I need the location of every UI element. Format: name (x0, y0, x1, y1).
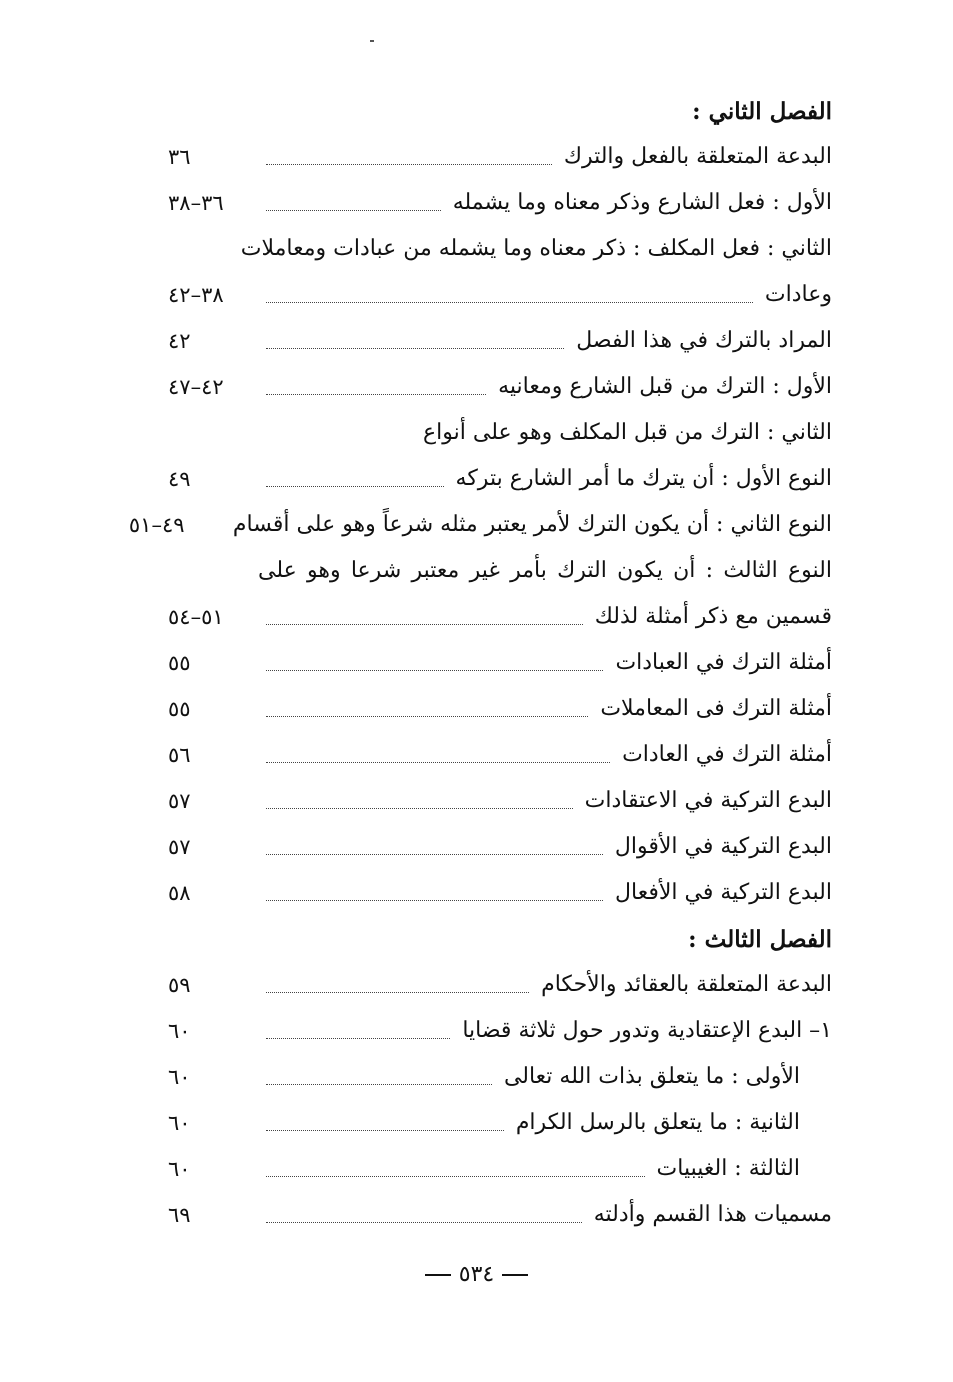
entry-page: ٥٨ (168, 880, 191, 905)
entry-page: ٥٥ (168, 696, 191, 721)
entry-title: البدع التركية في الأقوال (614, 834, 832, 859)
toc-entry[interactable] (168, 594, 832, 640)
entry-title: الثاني : الترك من قبل المكلف وهو على أنواع (423, 420, 832, 445)
entry-title: النوع الأول : أن يترك ما أمر الشارع بتركه (455, 466, 832, 491)
toc-entry[interactable] (168, 778, 832, 824)
toc-subheading[interactable] (168, 410, 832, 456)
entry-page: ٦٠ (168, 1156, 191, 1181)
entry-page: ٥١–٥٤ (168, 604, 224, 629)
entry-title: ١– البدع الإعتقادية وتدور حول ثلاثة قضايا (462, 1018, 832, 1043)
entry-page: ٤٢ (168, 328, 191, 353)
dot-leader (266, 210, 441, 211)
entry-page: ٥٥ (168, 650, 191, 675)
dot-leader (266, 808, 573, 809)
toc-entry[interactable] (168, 962, 832, 1008)
dot-leader (266, 854, 603, 855)
dot-leader (266, 1176, 645, 1177)
dot-leader (266, 762, 610, 763)
dot-leader (266, 716, 588, 717)
toc-entry[interactable] (168, 1100, 832, 1146)
entry-title: أمثلة الترك فى المعاملات (600, 696, 832, 721)
entry-title: أمثلة الترك في العادات (622, 742, 832, 767)
entry-page: ٣٨–٤٢ (168, 282, 224, 307)
entry-page: ٦٠ (168, 1064, 191, 1089)
scan-speck (370, 40, 374, 42)
entry-title: الثاني : فعل المكلف : ذكر معناه وما يشمله من عبادات ومعاملات (240, 236, 832, 261)
entry-page: ٥٧ (168, 788, 191, 813)
entry-title: مسميات هذا القسم وأدلته (593, 1202, 832, 1227)
entry-title: البدع التركية في الأفعال (615, 880, 832, 905)
toc-entry[interactable] (168, 640, 832, 686)
entry-page: ٦٠ (168, 1110, 191, 1135)
entry-title: البدعة المتعلقة بالفعل والترك (563, 144, 832, 169)
entry-title: النوع الثالث : أن يكون الترك بأمر غير معتبر شرعا وهو على (258, 558, 832, 583)
entry-page: ٣٦ (168, 144, 191, 169)
dot-leader (266, 348, 564, 349)
toc-entry-continued[interactable] (168, 548, 832, 594)
dot-leader (266, 1130, 504, 1131)
entry-title: الثالثة : الغيبيات (656, 1156, 800, 1181)
entry-title: الأول : فعل الشارع وذكر معناه وما يشمله (452, 190, 832, 215)
toc-entry[interactable] (168, 732, 832, 778)
dot-leader (266, 900, 603, 901)
entry-title: الأول : الترك من قبل الشارع ومعانيه (498, 374, 832, 399)
entry-page: ٤٩ (168, 466, 191, 491)
dot-leader (266, 302, 753, 303)
toc-entry[interactable] (168, 1146, 832, 1192)
page-number: ٥٣٤ (458, 1262, 495, 1287)
toc-entry[interactable] (168, 134, 832, 180)
entry-page: ٥٩ (168, 972, 191, 997)
table-of-contents (128, 88, 832, 1238)
dot-leader (266, 394, 486, 395)
toc-entry[interactable] (168, 456, 832, 502)
toc-entry[interactable] (168, 1054, 832, 1100)
footer-dash (425, 1274, 451, 1276)
toc-entry[interactable] (168, 824, 832, 870)
page-footer (0, 1262, 953, 1287)
entry-page: ٥٧ (168, 834, 191, 859)
entry-page: ٦٠ (168, 1018, 191, 1043)
footer-dash (502, 1274, 528, 1276)
dot-leader (266, 992, 529, 993)
toc-entry[interactable] (168, 870, 832, 916)
entry-title: النوع الثاني : أن يكون الترك لأمر يعتبر مثله شرعاً وهو على أقسام (232, 512, 832, 537)
entry-title: المراد بالترك في هذا الفصل (576, 328, 832, 353)
entry-page: ٦٩ (168, 1202, 191, 1227)
entry-page: ٤٢–٤٧ (168, 374, 224, 399)
entry-title: وعادات (764, 282, 832, 307)
toc-entry-continued[interactable] (168, 226, 832, 272)
dot-leader (266, 486, 444, 487)
entry-title: البدعة المتعلقة بالعقائد والأحكام (541, 972, 832, 997)
entry-title: البدع التركية في الاعتقادات (584, 788, 832, 813)
toc-entry[interactable] (168, 272, 832, 318)
toc-entry[interactable] (128, 502, 832, 548)
dot-leader (266, 624, 583, 625)
section-heading: الفصل الثالث : (688, 925, 832, 953)
toc-entry[interactable] (168, 180, 832, 226)
entry-page: ٣٦–٣٨ (168, 190, 224, 215)
dot-leader (266, 1222, 582, 1223)
entry-page: ٤٩–٥١ (128, 512, 185, 537)
toc-entry[interactable] (168, 364, 832, 410)
dot-leader (266, 164, 552, 165)
entry-title: قسمين مع ذكر أمثلة لذلك (594, 604, 832, 629)
dot-leader (266, 1084, 492, 1085)
toc-entry[interactable] (168, 1008, 832, 1054)
dot-leader (266, 670, 603, 671)
toc-entry[interactable] (168, 318, 832, 364)
section-heading: الفصل الثاني : (692, 97, 832, 125)
dot-leader (266, 1038, 450, 1039)
toc-entry[interactable] (168, 686, 832, 732)
toc-entry[interactable] (168, 1192, 832, 1238)
entry-page: ٥٦ (168, 742, 191, 767)
entry-title: أمثلة الترك في العبادات (615, 650, 832, 675)
entry-title: الثانية : ما يتعلق بالرسل الكرام (515, 1110, 800, 1135)
entry-title: الأولى : ما يتعلق بذات الله تعالى (503, 1064, 800, 1089)
